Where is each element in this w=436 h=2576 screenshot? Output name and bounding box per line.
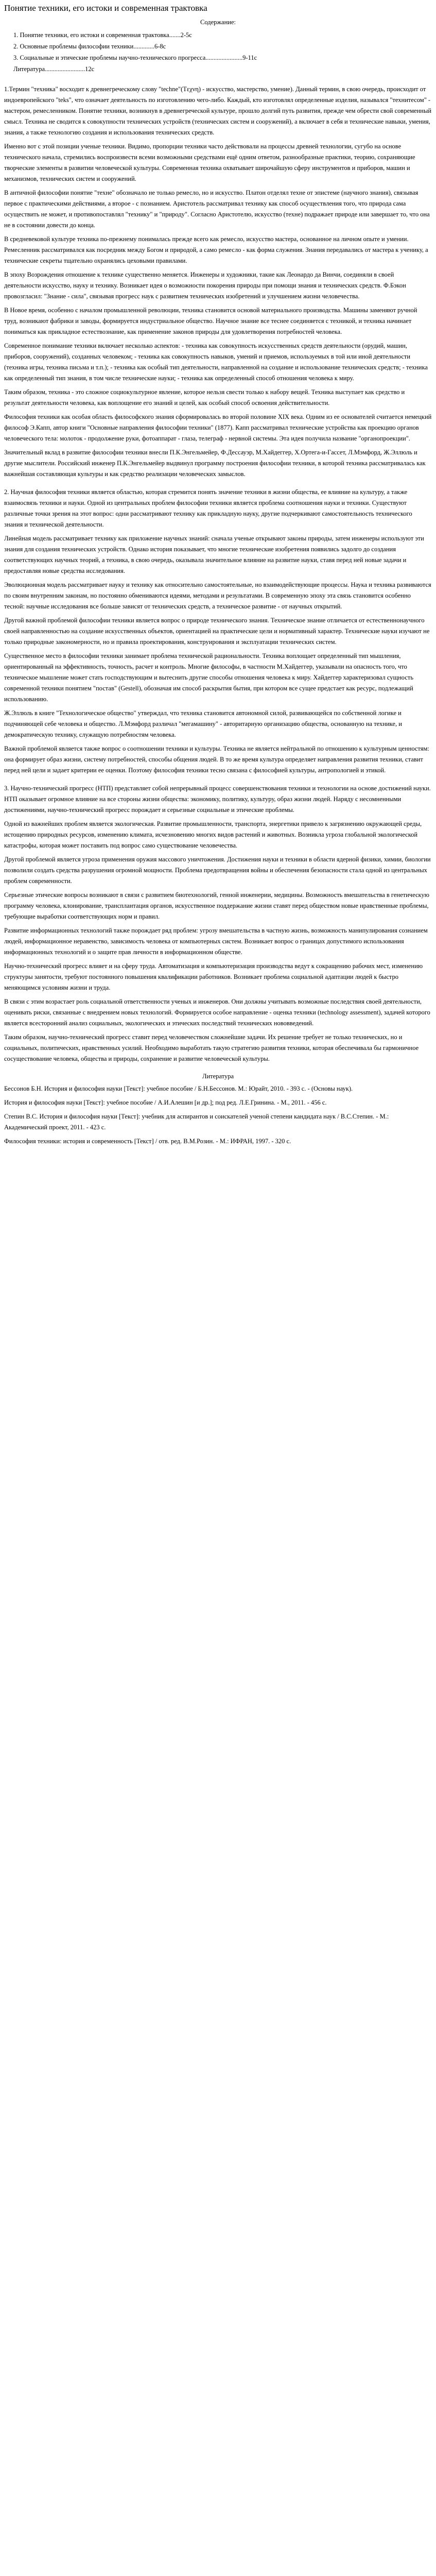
toc-item: 3. Социальные и этические проблемы научно-технического прогресса.......................9-11с xyxy=(13,54,257,61)
table-of-contents xyxy=(13,29,432,75)
paragraph: Философия техники как особая область философского знания сформировалась во второй половине XIX века. Одним из ее основателей считается немецкий философ Э.Капп, автор книги "Основные направления философии техники" (1877). Капп рассматривал технические устройства как проекцию органов человеческого тела: молоток - продолжение руки, фотоаппарат - глаза, телеграф - нервной системы. Эта идея получила название "органопроекции". xyxy=(4,413,432,442)
paragraph: Эволюционная модель рассматривает науку и технику как относительно самостоятельные, но взаимодействующие процессы. Наука и техника развиваются по своим внутренним законам, но постоянно обмениваются идеями, методами и результатами. В современную эпоху эта связь становится особенно тесной: научные исследования все больше зависят от технических средств, а техническое развитие - от научных открытий. xyxy=(4,581,431,610)
paragraph: 1.Термин "техника" восходит к древнегреческому слову "techne"(Tεχνη) - искусство, мастерство, умение). Данный термин, в свою очередь, происходит от индоевропейского "teks", что означает деятельность по изготовлению чего-либо. Каждый, кто изготовлял определенные изделия, назывался "технитесом" - мастером, ремесленником. Понятие техники, возникнув в древнегреческой культуре, прошло долгий путь развития, прежде чем обрести свой современный смысл. Техника не сводится к совокупности технических устройств (технических систем и сооружений), а включает в себя и технические навыки, умения, знания, а также технологию создания и использования технических средств. xyxy=(4,86,432,136)
paragraph: Ж.Эллюль в книге "Технологическое общество" утверждал, что техника становится автономной силой, развивающейся по собственной логике и подчиняющей себе человека и общество. Л.Мэмфорд различал "мегамашину" - авторитарную организацию общества, основанную на технике, и демократическую технику, служащую потребностям человека. xyxy=(4,709,402,738)
paragraph: Линейная модель рассматривает технику как приложение научных знаний: сначала ученые открывают законы природы, затем инженеры используют эти знания для создания технических устройств. Однако история показывает, что многие технические изобретения появились задолго до создания соответствующих научных теорий, а техника, в свою очередь, оказывала значительное влияние на развитие науки, ставя перед ней новые задачи и предоставляя новые средства исследования. xyxy=(4,535,424,574)
paragraph: Важной проблемой является также вопрос о соотношении техники и культуры. Техника не является нейтральной по отношению к культурным ценностям: она формирует образ жизни, систему потребностей, способы общения людей. В то же время культура определяет направления развития техники, ставит перед ней цели и задает критерии ее оценки. Поэтому философия техники тесно связана с философией культуры, антропологией и этикой. xyxy=(4,745,429,774)
document-body xyxy=(4,84,432,1064)
paragraph: В античной философии понятие "техне" обозначало не только ремесло, но и искусство. Платон отделял техне от эпистеме (научного знания), связывая первое с практическими действиями, а второе - с познанием. Аристотель рассматривал технику как способ осуществления того, что природа сама осуществить не может, и противопоставлял "технику" и "природу". Согласно Аристотелю, искусство (техне) подражает природе или завершает то, что она не в состоянии довести до конца. xyxy=(4,189,430,229)
paragraph: Таким образом, техника - это сложное социокультурное явление, которое нельзя свести только к набору вещей. Техника выступает как средство и результат деятельности человека, как воплощение его знаний и целей, как особый способ освоения действительности. xyxy=(4,388,405,406)
paragraph: В связи с этим возрастает роль социальной ответственности ученых и инженеров. Они должны учитывать возможные последствия своей деятельности, оценивать риски, связанные с внедрением новых технологий. Формируется особое направление - оценка техники (technology assessment), задачей которого является всесторонний анализ социальных, экологических и этических последствий технических нововведений. xyxy=(4,998,430,1027)
toc-item: Литература.........................12с xyxy=(13,65,95,73)
reference-item: Философия техники: история и современность [Текст] / отв. ред. В.М.Розин. - М.: ИФРАН, 1997. - 320 с. xyxy=(4,1138,291,1145)
paragraph: Другой важной проблемой философии техники является вопрос о природе технического знания. Техническое знание отличается от естественнонаучного своей направленностью на создание искусственных объектов, ориентацией на практические цели и нормативный характер. Технические науки изучают не только природные закономерности, но и правила проектирования, конструирования и эксплуатации технических систем. xyxy=(4,617,430,646)
paragraph: Современное понимание техники включает несколько аспектов: - техника как совокупность искусственных средств деятельности (орудий, машин, приборов, сооружений), созданных человеком; - техника как совокупность навыков, умений и приемов, используемых в той или иной деятельности (техника игры, техника письма и т.п.); - техника как особый тип деятельности, направленной на создание и использование технических средств; - техника как определенный тип знания, в том числе технические науки; - техника как определенный способ отношения человека к миру. xyxy=(4,342,428,382)
paragraph: Именно вот с этой позиции ученые техники. Видимо, пропорции техники часто действовали на процессы древней технологии, сугубо на основе технического начала, стремились воспроизвести всеми возможными средствами ещё одним ответом, разнообразные практики, теорию, сохраняющие творческие элементы в развитии человеческой культуры. Современная техника охватывает широчайшую сферу инструментов и приборов, машин и механизмов, технических систем и сооружений. xyxy=(4,143,415,182)
paragraph: В Новое время, особенно с началом промышленной революции, техника становится основой материального производства. Машины заменяют ручной труд, возникают фабрики и заводы, формируется индустриальное общество. Научное знание все теснее соединяется с техникой, и техника начинает пониматься как прикладное естествознание, как применение законов природы для удовлетворения потребностей человека. xyxy=(4,307,417,335)
paragraph: Таким образом, научно-технический прогресс ставит перед человечеством сложнейшие задачи. Их решение требует не только технических, но и социальных, политических, нравственных усилий. Необходимо выработать такую стратегию развития техники, которая обеспечивала бы гармоничное сосуществование человека, общества и природы, сохранение и развитие человеческой культуры. xyxy=(4,1033,419,1062)
page-title: Понятие техники, его истоки и современная трактовка xyxy=(4,3,207,13)
paragraph: Значительный вклад в развитие философии техники внесли П.К.Энгельмейер, Ф.Дессауэр, М.Хайдеггер, Х.Ортега-и-Гассет, Л.Мэмфорд, Ж.Эллюль и другие мыслители. Российский инженер П.К.Энгельмейер выдвинул программу построения философии техники, в которой техника рассматривалась как важнейшая составляющая культуры и как средство реализации человеческих замыслов. xyxy=(4,449,426,478)
paragraph: Научно-технический прогресс влияет и на сферу труда. Автоматизация и компьютеризация производства ведут к сокращению рабочих мест, изменению структуры занятости, требуют постоянного повышения квалификации работников. Возникает проблема социальной адаптации людей к быстро меняющимся условиям жизни и труда. xyxy=(4,962,423,991)
section-3-paragraph: 3. Научно-технический прогресс (НТП) представляет собой непрерывный процесс совершенствования техники и технологии на основе достижений науки. НТП оказывает огромное влияние на все стороны жизни общества: экономику, политику, культуру, образ жизни людей. Наряду с несомненными достижениями, научно-технический прогресс порождает и серьезные социальные и этические проблемы. xyxy=(4,785,431,814)
references-heading: Литература xyxy=(202,1073,234,1080)
section-2-paragraph: 2. Научная философия техники является областью, которая стремится понять значение техники в жизни общества, ее влияние на культуру, а также взаимосвязь техники и науки. Одной из центральных проблем философии техники является проблема соотношения науки и техники. Существуют различные точки зрения на этот вопрос: одни рассматривают технику как прикладную науку, другие подчеркивают самостоятельность технического знания и технической деятельности. xyxy=(4,488,412,528)
toc-item: 1. Понятие техники, его истоки и современная трактовка.......2-5с xyxy=(13,31,192,39)
paragraph: Серьезные этические вопросы возникают в связи с развитием биотехнологий, генной инженерии, медицины. Возможность вмешательства в генетическую программу человека, клонирование, трансплантация органов, искусственное поддержание жизни ставят перед обществом новые нравственные проблемы, требующие выработки соответствующих норм и правил. xyxy=(4,891,429,920)
paragraph: В эпоху Возрождения отношение к технике существенно меняется. Инженеры и художники, такие как Леонардо да Винчи, соединяли в своей деятельности искусство, науку и технику. Возникает идея о возможности покорения природы при помощи знания и технических средств. Ф.Бэкон провозгласил: "Знание - сила", связывая прогресс наук с развитием технических изобретений и улучшением жизни человечества. xyxy=(4,271,406,300)
paragraph: Существенное место в философии техники занимает проблема технической рациональности. Техника воплощает определенный тип мышления, ориентированный на эффективность, точность, расчет и контроль. Многие философы, в частности М.Хайдеггер, указывали на опасность того, что техническое мышление может стать господствующим и вытеснить другие способы отношения человека к миру. Хайдеггер характеризовал сущность современной техники понятием "постав" (Gestell), обозначая им способ раскрытия бытия, при котором все сущее предстает как ресурс, подлежащий использованию. xyxy=(4,652,414,703)
paragraph: Развитие информационных технологий также порождает ряд проблем: угрозу вмешательства в частную жизнь, возможность манипулирования сознанием людей, информационное неравенство, зависимость человека от компьютерных систем. Возникает вопрос о границах допустимого использования информационных технологий и о защите прав личности в информационном обществе. xyxy=(4,927,428,956)
reference-item: История и философия науки [Текст]: учебное пособие / А.И.Алешин [и др.]; под ред. Л.Е.Гринина. - М., 2011. - 456 с. xyxy=(4,1099,327,1106)
reference-item: Степин В.С. История и философия науки [Текст]: учебник для аспирантов и соискателей ученой степени кандидата наук / В.С.Степин. - М.: Академический проект, 2011. - 423 с. xyxy=(4,1113,389,1131)
paragraph: Одной из важнейших проблем является экологическая. Развитие промышленности, транспорта, энергетики привело к загрязнению окружающей среды, истощению природных ресурсов, изменению климата, исчезновению многих видов растений и животных. Возникла угроза глобальной экологической катастрофы, которая может поставить под вопрос само существование человечества. xyxy=(4,820,422,849)
toc-heading: Содержание: xyxy=(200,19,236,26)
paragraph: В средневековой культуре техника по-прежнему понималась прежде всего как ремесло, искусство мастера, основанное на личном опыте и умении. Ремесленник рассматривался как посредник между Богом и природой, а само ремесло - как форма служения. Знания передавались от мастера к ученику, а технические секреты тщательно охранялись цеховыми правилами. xyxy=(4,235,428,264)
references-list xyxy=(4,1083,432,1147)
toc-item: 2. Основные проблемы философии техники.............6-8с xyxy=(13,43,166,50)
paragraph: Другой проблемой является угроза применения оружия массового уничтожения. Достижения науки и техники в области ядерной физики, химии, биологии позволили создать средства разрушения огромной мощности. Проблема предотвращения войны и обеспечения безопасности стала одной из центральных проблем современности. xyxy=(4,856,431,885)
reference-item: Бессонов Б.Н. История и философия науки [Текст]: учебное пособие / Б.Н.Бессонов. М.: Юрайт, 2010. - 393 с. - (Основы наук). xyxy=(4,1085,353,1092)
